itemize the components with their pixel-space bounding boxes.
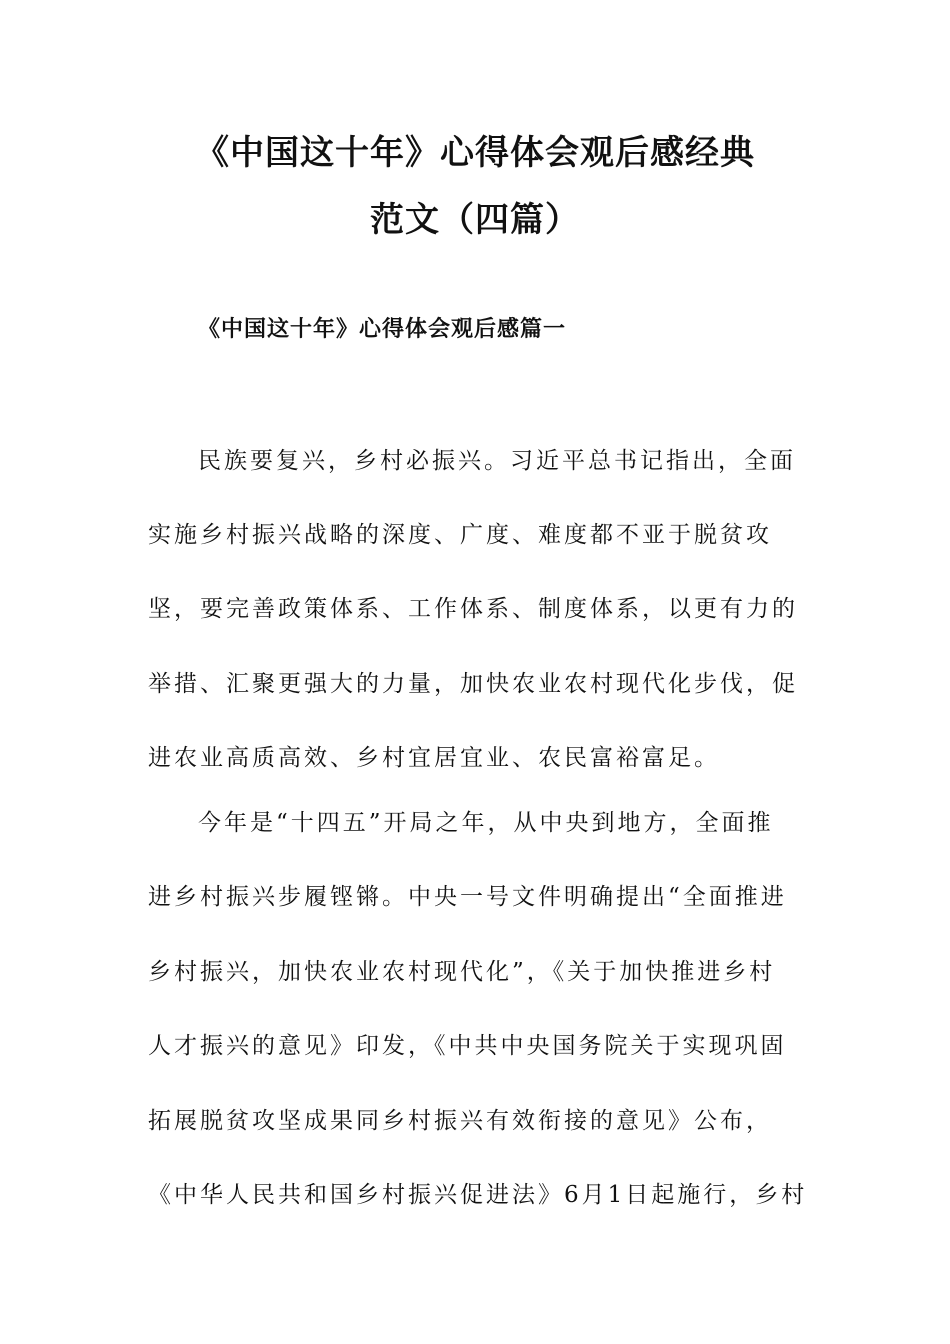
- paragraph-2-line-6: 《中华人民共和国乡村振兴促进法》6月1日起施行，乡村: [148, 1182, 808, 1208]
- paragraph-2-line-1: 今年是“十四五”开局之年，从中央到地方，全面推: [198, 810, 774, 836]
- document-title-line-2: 范文（四篇）: [370, 200, 580, 240]
- paragraph-1-line-1: 民族要复兴，乡村必振兴。习近平总书记指出，全面: [198, 448, 796, 474]
- section-heading: 《中国这十年》心得体会观后感篇一: [198, 317, 567, 342]
- paragraph-2-line-3: 乡村振兴，加快农业农村现代化”，《关于加快推进乡村: [148, 959, 776, 985]
- paragraph-2-line-5: 拓展脱贫攻坚成果同乡村振兴有效衔接的意见》公布，: [148, 1108, 772, 1134]
- paragraph-2-line-2: 进乡村振兴步履铿锵。中央一号文件明确提出“全面推进: [148, 884, 787, 910]
- paragraph-1-line-3: 坚，要完善政策体系、工作体系、制度体系，以更有力的: [148, 596, 798, 622]
- paragraph-1-line-4: 举措、汇聚更强大的力量，加快农业农村现代化步伐，促: [148, 671, 798, 697]
- paragraph-1-line-5: 进农业高质高效、乡村宜居宜业、农民富裕富足。: [148, 745, 720, 771]
- paragraph-2-line-4: 人才振兴的意见》印发，《中共中央国务院关于实现巩固: [148, 1033, 787, 1059]
- document-title-line-1: 《中国这十年》心得体会观后感经典: [195, 133, 755, 173]
- paragraph-1-line-2: 实施乡村振兴战略的深度、广度、难度都不亚于脱贫攻: [148, 522, 772, 548]
